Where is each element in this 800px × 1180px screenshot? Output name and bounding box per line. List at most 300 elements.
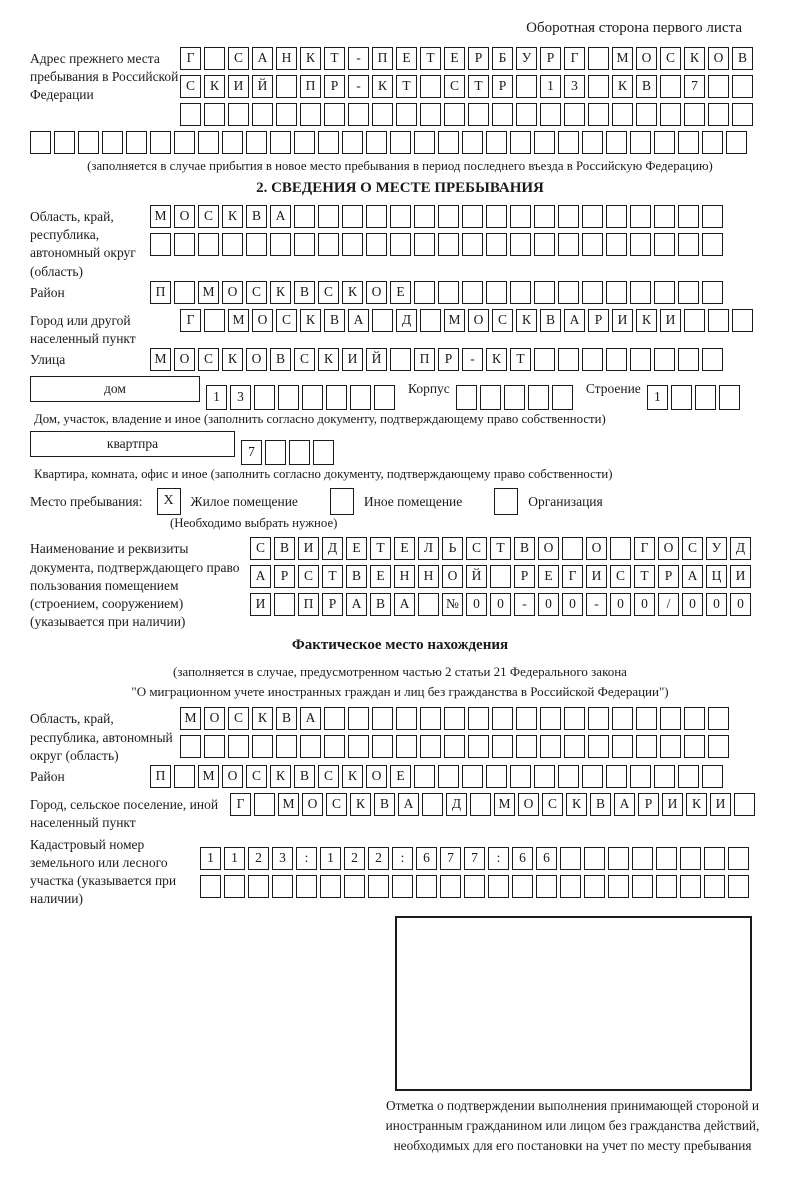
char-cell[interactable] (606, 233, 627, 256)
char-cell[interactable] (534, 765, 555, 788)
char-cell[interactable] (318, 233, 339, 256)
char-cell[interactable]: А (348, 309, 369, 332)
char-cell[interactable]: М (198, 765, 219, 788)
char-cell[interactable]: Е (390, 765, 411, 788)
char-cell[interactable]: Г (564, 47, 585, 70)
char-cell[interactable] (734, 793, 755, 816)
char-cell[interactable]: С (298, 565, 319, 588)
char-cell[interactable]: М (278, 793, 299, 816)
char-cell[interactable] (228, 735, 249, 758)
char-cell[interactable] (630, 131, 651, 154)
char-cell[interactable]: В (370, 593, 391, 616)
char-cell[interactable]: О (658, 537, 679, 560)
char-cell[interactable] (608, 875, 629, 898)
char-cell[interactable] (296, 875, 317, 898)
char-cell[interactable] (558, 233, 579, 256)
char-cell[interactable] (348, 707, 369, 730)
char-cell[interactable] (630, 765, 651, 788)
char-cell[interactable]: О (246, 348, 267, 371)
char-cell[interactable]: К (270, 281, 291, 304)
char-cell[interactable] (174, 131, 195, 154)
char-cell[interactable]: Т (370, 537, 391, 560)
char-cell[interactable]: С (492, 309, 513, 332)
char-cell[interactable]: О (708, 47, 729, 70)
char-cell[interactable] (462, 131, 483, 154)
char-cell[interactable] (390, 205, 411, 228)
char-cell[interactable]: А (252, 47, 273, 70)
char-cell[interactable] (708, 103, 729, 126)
char-cell[interactable]: Т (324, 47, 345, 70)
char-cell[interactable] (708, 75, 729, 98)
char-cell[interactable] (204, 103, 225, 126)
char-cell[interactable] (313, 440, 334, 465)
char-cell[interactable]: Й (366, 348, 387, 371)
char-cell[interactable]: Е (444, 47, 465, 70)
char-cell[interactable]: № (442, 593, 463, 616)
char-cell[interactable] (204, 47, 225, 70)
char-cell[interactable] (678, 131, 699, 154)
char-cell[interactable] (420, 103, 441, 126)
char-cell[interactable] (204, 309, 225, 332)
char-cell[interactable]: К (300, 309, 321, 332)
char-cell[interactable] (516, 75, 537, 98)
char-cell[interactable]: С (228, 707, 249, 730)
char-cell[interactable] (414, 205, 435, 228)
char-cell[interactable] (606, 765, 627, 788)
char-cell[interactable]: И (250, 593, 271, 616)
char-cell[interactable] (630, 205, 651, 228)
char-cell[interactable] (732, 103, 753, 126)
char-cell[interactable] (422, 793, 443, 816)
char-cell[interactable]: С (246, 281, 267, 304)
char-cell[interactable]: К (636, 309, 657, 332)
char-cell[interactable]: И (660, 309, 681, 332)
char-cell[interactable]: / (658, 593, 679, 616)
char-cell[interactable]: С (318, 281, 339, 304)
char-cell[interactable] (486, 205, 507, 228)
char-cell[interactable] (612, 707, 633, 730)
char-cell[interactable] (684, 735, 705, 758)
char-cell[interactable] (252, 103, 273, 126)
char-cell[interactable] (486, 281, 507, 304)
char-cell[interactable]: 0 (610, 593, 631, 616)
char-cell[interactable]: 0 (562, 593, 583, 616)
char-cell[interactable]: К (612, 75, 633, 98)
char-cell[interactable]: О (174, 348, 195, 371)
char-cell[interactable] (732, 75, 753, 98)
char-cell[interactable]: Т (396, 75, 417, 98)
char-cell[interactable]: О (204, 707, 225, 730)
char-cell[interactable]: В (274, 537, 295, 560)
char-cell[interactable]: А (614, 793, 635, 816)
char-cell[interactable]: Д (322, 537, 343, 560)
char-cell[interactable] (270, 131, 291, 154)
char-cell[interactable] (582, 233, 603, 256)
char-cell[interactable] (728, 847, 749, 870)
char-cell[interactable]: С (318, 765, 339, 788)
char-cell[interactable]: К (300, 47, 321, 70)
char-cell[interactable]: - (348, 75, 369, 98)
char-cell[interactable] (420, 75, 441, 98)
char-cell[interactable]: М (494, 793, 515, 816)
char-cell[interactable]: - (348, 47, 369, 70)
char-cell[interactable]: К (222, 205, 243, 228)
char-cell[interactable] (468, 707, 489, 730)
char-cell[interactable] (200, 875, 221, 898)
char-cell[interactable] (564, 735, 585, 758)
char-cell[interactable] (564, 707, 585, 730)
char-cell[interactable] (684, 707, 705, 730)
char-cell[interactable] (680, 875, 701, 898)
char-cell[interactable]: 6 (536, 847, 557, 870)
char-cell[interactable]: М (228, 309, 249, 332)
char-cell[interactable] (320, 875, 341, 898)
char-cell[interactable]: П (298, 593, 319, 616)
char-cell[interactable] (606, 281, 627, 304)
char-cell[interactable]: Р (658, 565, 679, 588)
char-cell[interactable] (366, 233, 387, 256)
char-cell[interactable]: 0 (706, 593, 727, 616)
char-cell[interactable]: К (318, 348, 339, 371)
char-cell[interactable] (414, 131, 435, 154)
char-cell[interactable] (584, 875, 605, 898)
char-cell[interactable] (174, 233, 195, 256)
char-cell[interactable]: Р (324, 75, 345, 98)
char-cell[interactable] (289, 440, 310, 465)
char-cell[interactable] (608, 847, 629, 870)
char-cell[interactable]: П (150, 281, 171, 304)
char-cell[interactable]: О (366, 281, 387, 304)
char-cell[interactable]: 0 (682, 593, 703, 616)
char-cell[interactable] (276, 735, 297, 758)
char-cell[interactable] (582, 205, 603, 228)
char-cell[interactable] (390, 233, 411, 256)
char-cell[interactable]: О (366, 765, 387, 788)
char-cell[interactable] (344, 875, 365, 898)
char-cell[interactable] (392, 875, 413, 898)
char-cell[interactable]: А (300, 707, 321, 730)
char-cell[interactable]: К (204, 75, 225, 98)
char-cell[interactable]: О (518, 793, 539, 816)
char-cell[interactable] (204, 735, 225, 758)
char-cell[interactable] (318, 131, 339, 154)
char-cell[interactable] (174, 281, 195, 304)
char-cell[interactable]: Р (438, 348, 459, 371)
char-cell[interactable]: М (612, 47, 633, 70)
char-cell[interactable]: 6 (416, 847, 437, 870)
char-cell[interactable] (462, 205, 483, 228)
char-cell[interactable] (418, 593, 439, 616)
char-cell[interactable]: И (710, 793, 731, 816)
char-cell[interactable]: 7 (684, 75, 705, 98)
char-cell[interactable] (486, 233, 507, 256)
char-cell[interactable]: К (342, 765, 363, 788)
char-cell[interactable] (342, 131, 363, 154)
char-cell[interactable] (588, 735, 609, 758)
char-cell[interactable]: 1 (206, 385, 227, 410)
char-cell[interactable]: 0 (730, 593, 751, 616)
char-cell[interactable] (510, 131, 531, 154)
char-cell[interactable] (558, 281, 579, 304)
char-cell[interactable] (486, 765, 507, 788)
char-cell[interactable]: В (270, 348, 291, 371)
char-cell[interactable]: 3 (272, 847, 293, 870)
char-cell[interactable]: Е (538, 565, 559, 588)
char-cell[interactable] (510, 205, 531, 228)
char-cell[interactable] (462, 233, 483, 256)
char-cell[interactable]: У (516, 47, 537, 70)
char-cell[interactable]: Д (730, 537, 751, 560)
char-cell[interactable]: 7 (241, 440, 262, 465)
char-cell[interactable] (630, 348, 651, 371)
char-cell[interactable]: К (486, 348, 507, 371)
char-cell[interactable] (396, 103, 417, 126)
char-cell[interactable] (560, 875, 581, 898)
char-cell[interactable]: К (350, 793, 371, 816)
char-cell[interactable]: А (398, 793, 419, 816)
char-cell[interactable]: П (300, 75, 321, 98)
char-cell[interactable] (252, 735, 273, 758)
char-cell[interactable] (708, 309, 729, 332)
char-cell[interactable] (276, 75, 297, 98)
char-cell[interactable] (702, 765, 723, 788)
char-cell[interactable] (588, 75, 609, 98)
char-cell[interactable] (396, 735, 417, 758)
char-cell[interactable] (528, 385, 549, 410)
char-cell[interactable] (246, 131, 267, 154)
char-cell[interactable] (695, 385, 716, 410)
char-cell[interactable] (582, 348, 603, 371)
char-cell[interactable]: С (326, 793, 347, 816)
char-cell[interactable]: Р (468, 47, 489, 70)
char-cell[interactable] (704, 875, 725, 898)
char-cell[interactable]: А (250, 565, 271, 588)
char-cell[interactable]: 3 (564, 75, 585, 98)
char-cell[interactable] (564, 103, 585, 126)
char-cell[interactable]: С (246, 765, 267, 788)
char-cell[interactable]: Е (396, 47, 417, 70)
char-cell[interactable]: В (540, 309, 561, 332)
char-cell[interactable] (420, 735, 441, 758)
char-cell[interactable] (318, 205, 339, 228)
char-cell[interactable] (534, 205, 555, 228)
checkbox-residential[interactable]: X (157, 488, 181, 515)
char-cell[interactable]: Г (634, 537, 655, 560)
char-cell[interactable]: К (222, 348, 243, 371)
char-cell[interactable]: М (180, 707, 201, 730)
char-cell[interactable] (150, 233, 171, 256)
char-cell[interactable] (516, 735, 537, 758)
char-cell[interactable]: Ь (442, 537, 463, 560)
char-cell[interactable]: Р (540, 47, 561, 70)
char-cell[interactable]: : (296, 847, 317, 870)
char-cell[interactable]: 1 (224, 847, 245, 870)
char-cell[interactable]: О (302, 793, 323, 816)
char-cell[interactable]: П (150, 765, 171, 788)
char-cell[interactable]: Б (492, 47, 513, 70)
char-cell[interactable] (254, 385, 275, 410)
char-cell[interactable]: С (250, 537, 271, 560)
char-cell[interactable]: И (586, 565, 607, 588)
char-cell[interactable] (372, 707, 393, 730)
char-cell[interactable] (440, 875, 461, 898)
char-cell[interactable]: Т (468, 75, 489, 98)
char-cell[interactable] (438, 281, 459, 304)
char-cell[interactable]: Т (322, 565, 343, 588)
char-cell[interactable] (462, 281, 483, 304)
char-cell[interactable] (464, 875, 485, 898)
char-cell[interactable]: О (442, 565, 463, 588)
char-cell[interactable] (540, 735, 561, 758)
char-cell[interactable]: Н (276, 47, 297, 70)
char-cell[interactable]: В (246, 205, 267, 228)
char-cell[interactable]: Д (446, 793, 467, 816)
char-cell[interactable] (654, 765, 675, 788)
char-cell[interactable] (396, 707, 417, 730)
char-cell[interactable]: Д (396, 309, 417, 332)
char-cell[interactable] (348, 103, 369, 126)
char-cell[interactable]: С (660, 47, 681, 70)
char-cell[interactable] (660, 707, 681, 730)
char-cell[interactable]: К (686, 793, 707, 816)
char-cell[interactable]: И (228, 75, 249, 98)
char-cell[interactable]: Л (418, 537, 439, 560)
char-cell[interactable] (632, 875, 653, 898)
char-cell[interactable] (414, 281, 435, 304)
char-cell[interactable]: Г (230, 793, 251, 816)
char-cell[interactable]: Н (394, 565, 415, 588)
char-cell[interactable]: М (444, 309, 465, 332)
char-cell[interactable] (680, 847, 701, 870)
char-cell[interactable] (270, 233, 291, 256)
char-cell[interactable]: А (564, 309, 585, 332)
char-cell[interactable] (612, 735, 633, 758)
char-cell[interactable]: Г (562, 565, 583, 588)
char-cell[interactable]: М (198, 281, 219, 304)
char-cell[interactable] (558, 348, 579, 371)
char-cell[interactable]: В (514, 537, 535, 560)
char-cell[interactable] (534, 233, 555, 256)
char-cell[interactable] (684, 309, 705, 332)
char-cell[interactable]: О (222, 281, 243, 304)
char-cell[interactable] (660, 735, 681, 758)
char-cell[interactable] (300, 103, 321, 126)
char-cell[interactable] (512, 875, 533, 898)
char-cell[interactable] (324, 103, 345, 126)
char-cell[interactable] (702, 131, 723, 154)
char-cell[interactable] (246, 233, 267, 256)
char-cell[interactable] (222, 131, 243, 154)
char-cell[interactable]: 2 (248, 847, 269, 870)
checkbox-other-premises[interactable] (330, 488, 354, 515)
char-cell[interactable] (366, 205, 387, 228)
char-cell[interactable] (678, 205, 699, 228)
char-cell[interactable]: П (372, 47, 393, 70)
char-cell[interactable]: 0 (466, 593, 487, 616)
char-cell[interactable]: Т (510, 348, 531, 371)
char-cell[interactable]: С (542, 793, 563, 816)
char-cell[interactable] (684, 103, 705, 126)
char-cell[interactable]: С (198, 348, 219, 371)
char-cell[interactable] (492, 103, 513, 126)
char-cell[interactable] (456, 385, 477, 410)
char-cell[interactable] (534, 348, 555, 371)
char-cell[interactable] (606, 205, 627, 228)
char-cell[interactable] (300, 735, 321, 758)
char-cell[interactable] (702, 281, 723, 304)
char-cell[interactable] (420, 707, 441, 730)
char-cell[interactable] (222, 233, 243, 256)
char-cell[interactable]: О (222, 765, 243, 788)
char-cell[interactable]: С (276, 309, 297, 332)
char-cell[interactable] (254, 793, 275, 816)
char-cell[interactable] (372, 103, 393, 126)
char-cell[interactable]: С (682, 537, 703, 560)
char-cell[interactable]: И (612, 309, 633, 332)
char-cell[interactable]: И (342, 348, 363, 371)
char-cell[interactable] (368, 875, 389, 898)
char-cell[interactable] (276, 103, 297, 126)
char-cell[interactable] (702, 233, 723, 256)
char-cell[interactable]: В (732, 47, 753, 70)
char-cell[interactable] (536, 875, 557, 898)
char-cell[interactable] (470, 793, 491, 816)
char-cell[interactable]: О (636, 47, 657, 70)
char-cell[interactable]: Й (252, 75, 273, 98)
char-cell[interactable]: Р (274, 565, 295, 588)
char-cell[interactable] (486, 131, 507, 154)
char-cell[interactable]: В (590, 793, 611, 816)
char-cell[interactable] (671, 385, 692, 410)
char-cell[interactable] (414, 765, 435, 788)
char-cell[interactable] (728, 875, 749, 898)
char-cell[interactable] (562, 537, 583, 560)
char-cell[interactable]: Р (588, 309, 609, 332)
char-cell[interactable] (584, 847, 605, 870)
char-cell[interactable] (180, 103, 201, 126)
char-cell[interactable] (704, 847, 725, 870)
char-cell[interactable]: О (174, 205, 195, 228)
char-cell[interactable]: К (516, 309, 537, 332)
char-cell[interactable]: 2 (344, 847, 365, 870)
char-cell[interactable] (350, 385, 371, 410)
char-cell[interactable]: Т (420, 47, 441, 70)
char-cell[interactable] (656, 875, 677, 898)
char-cell[interactable]: В (636, 75, 657, 98)
char-cell[interactable] (366, 131, 387, 154)
char-cell[interactable]: В (294, 281, 315, 304)
char-cell[interactable] (654, 205, 675, 228)
char-cell[interactable]: О (586, 537, 607, 560)
char-cell[interactable] (678, 233, 699, 256)
char-cell[interactable]: Т (634, 565, 655, 588)
char-cell[interactable] (438, 131, 459, 154)
char-cell[interactable]: 7 (464, 847, 485, 870)
char-cell[interactable]: В (294, 765, 315, 788)
char-cell[interactable] (302, 385, 323, 410)
char-cell[interactable]: С (466, 537, 487, 560)
char-cell[interactable]: Т (490, 537, 511, 560)
char-cell[interactable] (656, 847, 677, 870)
char-cell[interactable]: С (228, 47, 249, 70)
char-cell[interactable] (462, 765, 483, 788)
char-cell[interactable]: В (324, 309, 345, 332)
char-cell[interactable]: Е (390, 281, 411, 304)
char-cell[interactable] (588, 103, 609, 126)
char-cell[interactable] (726, 131, 747, 154)
char-cell[interactable] (702, 205, 723, 228)
char-cell[interactable] (708, 707, 729, 730)
